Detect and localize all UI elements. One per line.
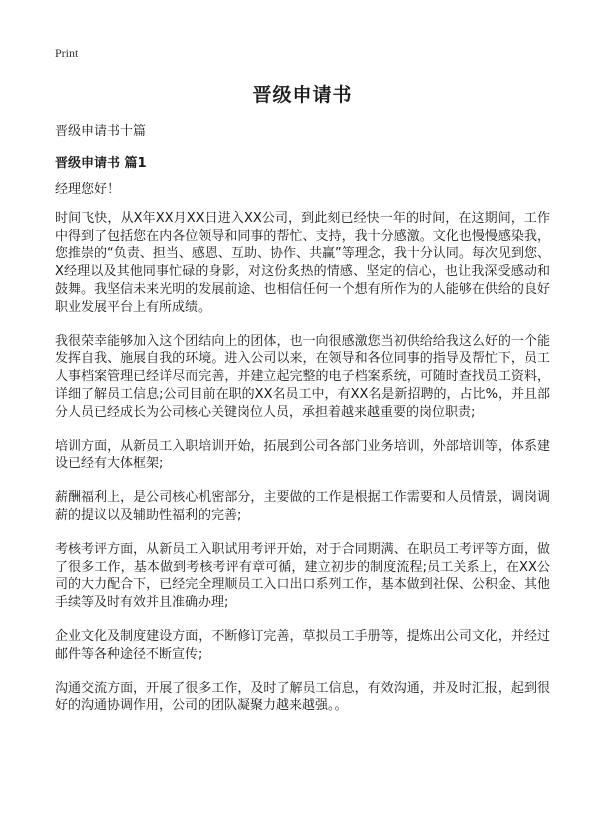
paragraph-1: 时间飞快，从X年XX月XX日进入XX公司，到此刻已经快一年的时间，在这期间，工作中得到了包括您在内各位领导和同事的帮忙、支持，我十分感激。文化也慢慢感染我，您推崇的“负责、担当、感恩、互助、协作、共赢”等理念，我十分认同。每次见到您、X经理以及其他同事忙碌的身影，对这份炙热的情感、坚定的信心，也让我深受感动和鼓舞。我坚信未来光明的发展前途、也相信任何一个想有所作为的人能够在供给的良好职业发展平台上有所成绩。 — [55, 210, 550, 315]
paragraph-4: 薪酬福利上，是公司核心机密部分，主要做的工作是根据工作需要和人员情景，调岗调薪的提议以及辅助性福利的完善; — [55, 490, 550, 523]
page-title: 晋级申请书 — [252, 84, 353, 106]
document-subtitle: 晋级申请书十篇 — [55, 124, 147, 139]
letter-content — [55, 181, 550, 731]
paragraph-2: 我很荣幸能够加入这个团结向上的团体，也一向很感激您当初供给给我这么好的一个能发挥自我、施展自我的环境。进入公司以来，在领导和各位同事的指导及帮忙下，员工人事档案管理已经详尽而完善，并建立起完整的电子档案系统，可随时查找员工资料，详细了解员工信息;公司目前在职的XX名员工中，有XX名是新招聘的，占比%，并且部分人员已经成长为公司核心关键岗位人员，承担着越来越重要的岗位职责; — [55, 333, 550, 420]
print-link[interactable]: Print — [55, 46, 79, 60]
paragraph-7: 沟通交流方面，开展了很多工作，及时了解员工信息，有效沟通，并及时汇报，起到很好的沟通协调作用，公司的团队凝聚力越来越强。。 — [55, 680, 550, 714]
section-heading: 晋级申请书 篇1 — [55, 156, 147, 171]
paragraph-3: 培训方面，从新员工入职培训开始，拓展到公司各部门业务培训，外部培训等，体系建设已经有大体框架; — [55, 438, 550, 472]
greeting: 经理您好！ — [55, 182, 121, 197]
paragraph-6: 企业文化及制度建设方面，不断修订完善，草拟员工手册等，提炼出公司文化，并经过邮件等各种途径不断宣传; — [55, 628, 550, 662]
paragraph-5: 考核考评方面，从新员工入职试用考评开始，对于合同期满、在职员工考评等方面，做了很多工作，基本做到考核考评有章可循，建立初步的制度流程;员工关系上，在XX公司的大力配合下，已经完全理顺员工入口出口系列工作，基本做到社保、公积金、其他手续等及时有效并且准确办理; — [55, 541, 550, 611]
